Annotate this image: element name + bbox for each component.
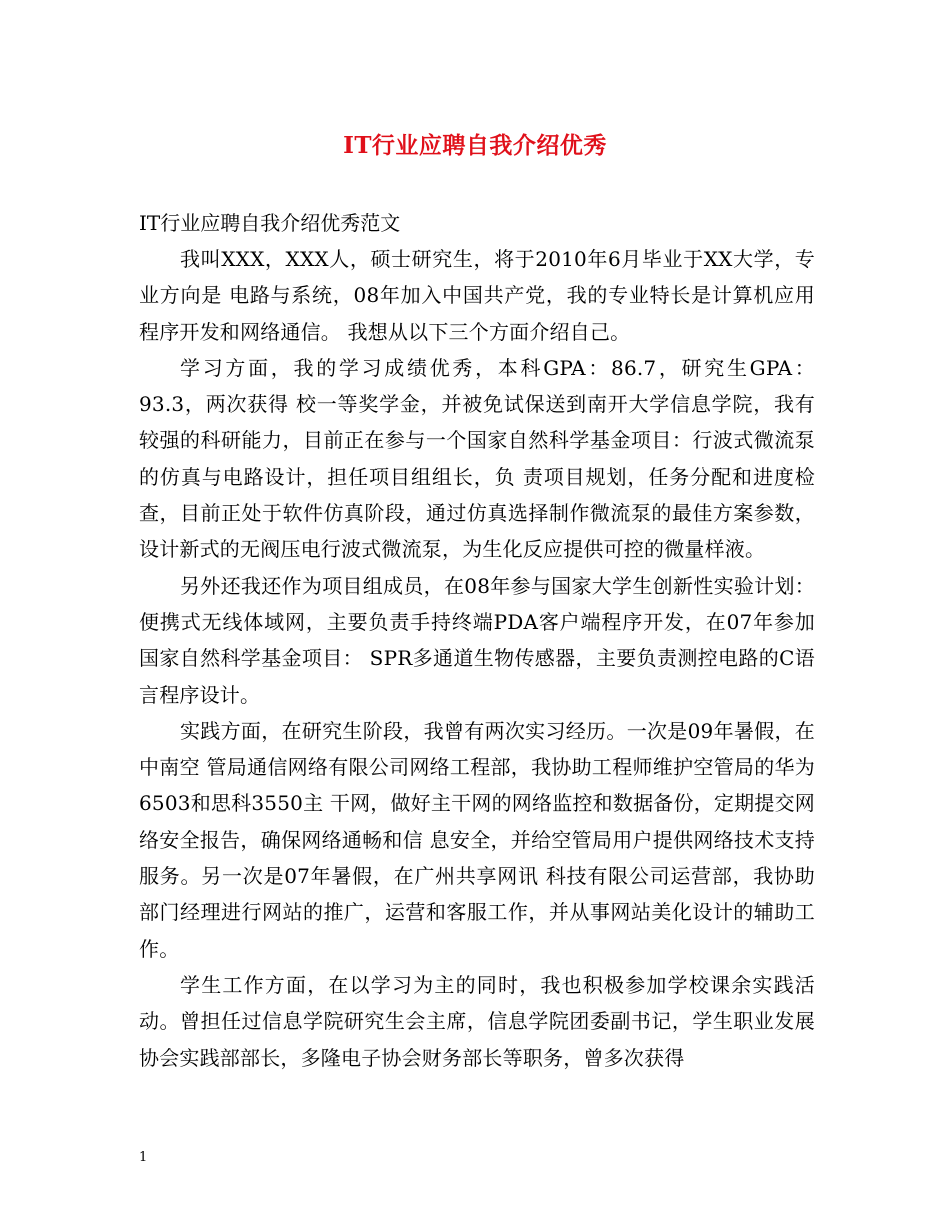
document-subtitle: IT行业应聘自我介绍优秀范文 (139, 211, 401, 235)
document-body (139, 241, 815, 1076)
document-title: IT行业应聘自我介绍优秀 (343, 132, 607, 159)
paragraph-intro: 我叫XXX，XXX人，硕士研究生，将于2010年6月毕业于XX大学，专业方向是 电路与系统，08年加入中国共产党，我的专业特长是计算机应用程序开发和网络通信。 我想从以下三个方面介绍自己。 (139, 247, 815, 344)
paragraph-student-work: 学生工作方面，在以学习为主的同时，我也积极参加学校课余实践活动。曾担任过信息学院研究生会主席，信息学院团委副书记，学生职业发展协会实践部部长，多隆电子协会财务部长等职务，曾多次获得 (139, 972, 815, 1070)
page-number: 1 (139, 1150, 148, 1165)
paragraph-study: 学习方面，我的学习成绩优秀，本科GPA：86.7，研究生GPA：93.3，两次获得 校一等奖学金，并被免试保送到南开大学信息学院，我有较强的科研能力，目前正在参与一个国家自然科学基金项目：行波式微流泵的仿真与电路设计，担任项目组组长，负 责项目规划，任务分配和进度检查，目前正处于软件仿真阶段，通过仿真选择制作微流泵的最佳方案参数，设计新式的无阀压电行波式微流泵，为生化反应提供可控的微量样液。 (139, 355, 815, 562)
paragraph-projects: 另外还我还作为项目组成员，在08年参与国家大学生创新性实验计划：便携式无线体域网，主要负责手持终端PDA客户端程序开发，在07年参加国家自然科学基金项目： SPR多通道生物传感器，主要负责测控电路的C语言程序设计。 (139, 573, 815, 707)
paragraph-practice: 实践方面，在研究生阶段，我曾有两次实习经历。一次是09年暑假，在中南空 管局通信网络有限公司网络工程部，我协助工程师维护空管局的华为6503和思科3550主 干网，做好主干网的网络监控和数据备份，定期提交网络安全报告，确保网络通畅和信 息安全，并给空管局用户提供网络技术支持服务。另一次是07年暑假，在广州共享网讯 科技有限公司运营部，我协助部门经理进行网站的推广，运营和客服工作，并从事网站美化设计的辅助工作。 (139, 718, 815, 961)
